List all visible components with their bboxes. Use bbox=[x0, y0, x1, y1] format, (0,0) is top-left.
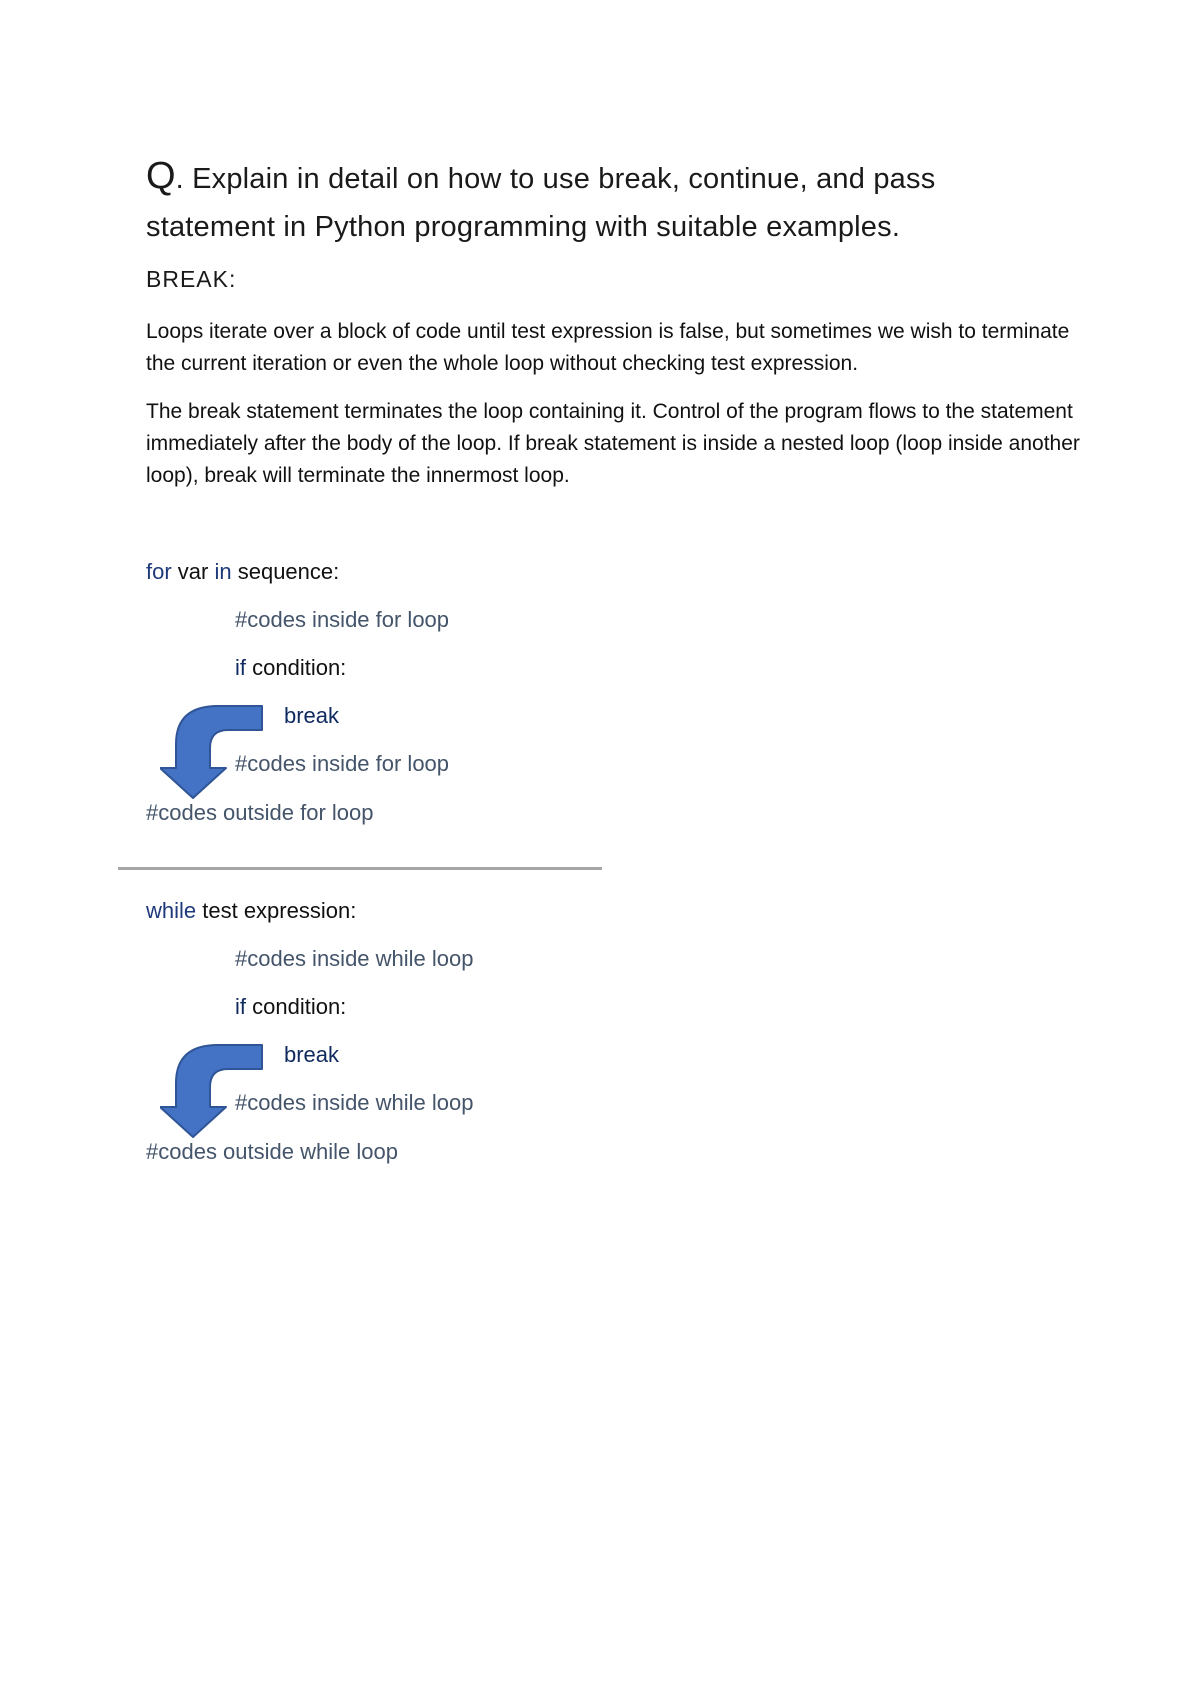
while-condition-text: condition: bbox=[246, 994, 347, 1019]
question-line-1: . Explain in detail on how to use break, continue, and pass bbox=[175, 163, 936, 195]
paragraph-break-description: The break statement terminates the loop containing it. Control of the program flows to the statement immediately after the body of the loop. If break statement is inside a nested loop (loop inside another loop), break will terminate the innermost loop. bbox=[146, 400, 1080, 487]
question-letter: Q bbox=[146, 155, 176, 197]
section-heading: BREAK: bbox=[146, 266, 237, 292]
section-divider bbox=[118, 867, 602, 870]
for-sequence: sequence: bbox=[231, 559, 340, 584]
for-condition-text: condition: bbox=[246, 655, 347, 680]
while-break-keyword: break bbox=[284, 1042, 340, 1067]
while-keyword: while bbox=[146, 898, 197, 923]
break-flow-arrow-icon bbox=[160, 704, 270, 800]
while-comment-outside: #codes outside while loop bbox=[146, 1139, 398, 1164]
for-if-keyword: if bbox=[235, 655, 246, 680]
while-if-condition bbox=[235, 994, 346, 1020]
question-text bbox=[146, 152, 1046, 251]
break-flow-arrow-icon bbox=[160, 1043, 270, 1139]
while-test-expression: test expression: bbox=[196, 898, 357, 923]
for-comment-outside: #codes outside for loop bbox=[146, 800, 374, 825]
for-if-condition bbox=[235, 655, 346, 681]
for-keyword: for bbox=[146, 559, 172, 584]
while-loop-header bbox=[146, 898, 356, 924]
while-comment-inside-1: #codes inside while loop bbox=[235, 946, 474, 971]
for-loop-header bbox=[146, 559, 339, 585]
for-break-keyword: break bbox=[284, 703, 340, 728]
for-comment-inside-2: #codes inside for loop bbox=[235, 751, 450, 776]
for-comment-inside-1: #codes inside for loop bbox=[235, 607, 450, 632]
question-line-2: statement in Python programming with suitable examples. bbox=[146, 211, 901, 243]
while-comment-inside-2: #codes inside while loop bbox=[235, 1090, 474, 1115]
in-keyword: in bbox=[214, 559, 232, 584]
paragraph-loops-intro: Loops iterate over a block of code until test expression is false, but sometimes we wish to terminate the current iteration or even the whole loop without checking test expression. bbox=[146, 320, 1070, 375]
while-if-keyword: if bbox=[235, 994, 246, 1019]
for-var: var bbox=[171, 559, 215, 584]
